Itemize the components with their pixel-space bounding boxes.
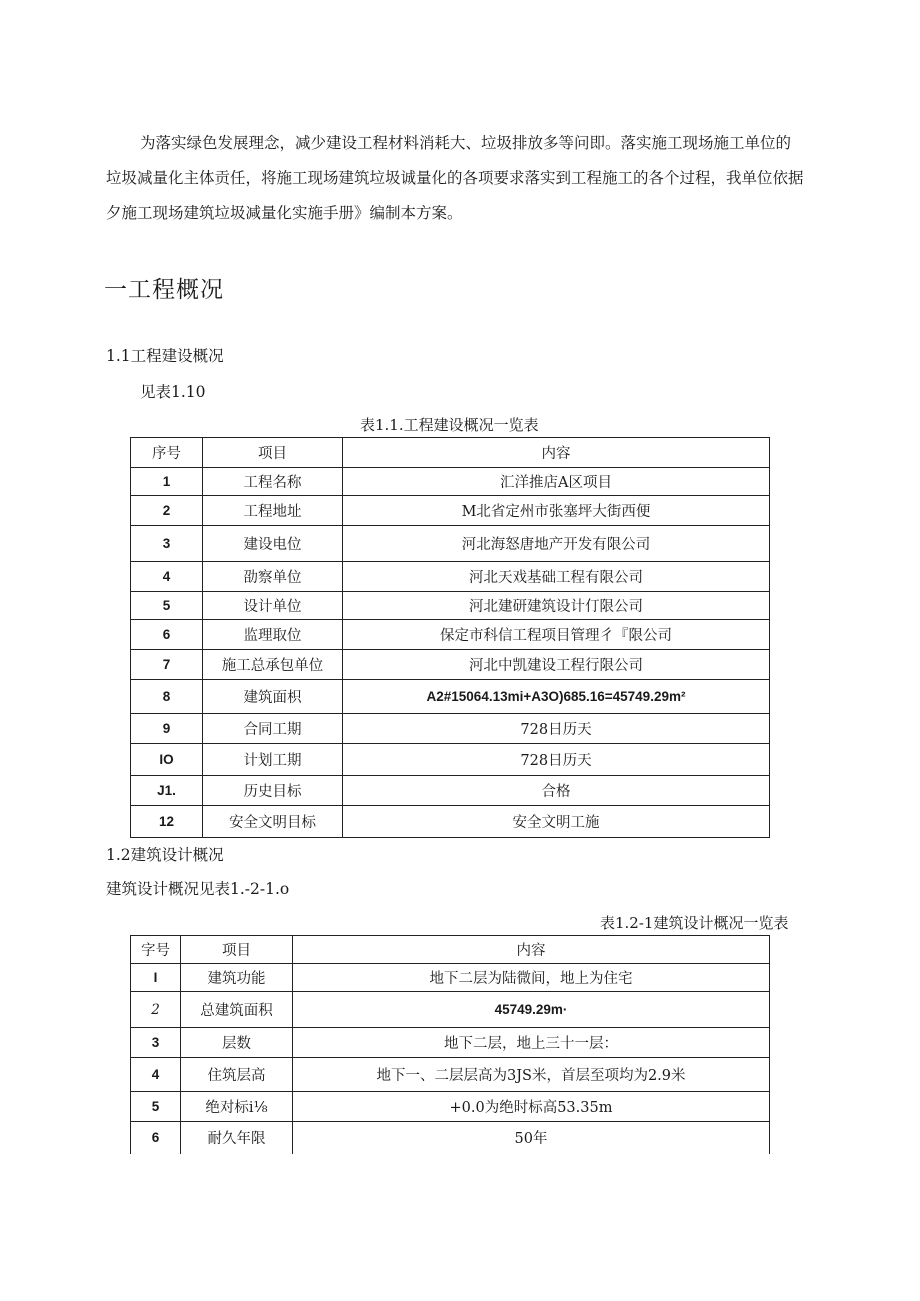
row-content: 地下二层为陆微间，地上为住宅 — [293, 964, 770, 992]
row-number: 3 — [131, 526, 203, 562]
header-cell: 项目 — [181, 936, 293, 964]
intro-paragraph — [106, 126, 804, 231]
row-number: 8 — [131, 680, 203, 714]
row-number: 3 — [131, 1028, 181, 1058]
table-row — [131, 562, 770, 592]
row-number: 6 — [131, 1122, 181, 1154]
intro-line-1: 为落实绿色发展理念，减少建设工程材料消耗大、垃圾排放多等问即。落实施工现场施工单位的 — [140, 134, 792, 152]
table-row — [131, 620, 770, 650]
table-row — [131, 744, 770, 776]
header-cell: 内容 — [293, 936, 770, 964]
table-ref-1-2: 建筑设计概况见表1.-2-1.o — [106, 880, 290, 898]
row-number: 4 — [131, 562, 203, 592]
row-content: 50年 — [293, 1122, 770, 1154]
row-content: 安全文明工施 — [343, 806, 770, 838]
row-content: 保定市科信工程项目管理彳『限公司 — [343, 620, 770, 650]
header-cell: 序号 — [131, 438, 203, 468]
row-item: 合同工期 — [203, 714, 343, 744]
row-content: 河北海怒唐地产开发有限公司 — [343, 526, 770, 562]
row-content: 地下一、二层层高为3JS米，首层至项均为2.9米 — [293, 1058, 770, 1092]
intro-line-3: 夕施工现场建筑垃圾减量化实施手册》编制本方案。 — [106, 204, 463, 222]
header-cell: 项目 — [203, 438, 343, 468]
row-item: 劭察单位 — [203, 562, 343, 592]
table2-caption: 表1.2-1建筑设计概况一览表 — [600, 914, 789, 932]
row-number: 2 — [131, 992, 181, 1028]
row-content: +0.0为绝时标高53.35m — [293, 1092, 770, 1122]
subsection-title-1-2: 1.2建筑设计概况 — [106, 846, 224, 864]
table-row — [131, 776, 770, 806]
row-item: 施工总承包单位 — [203, 650, 343, 680]
row-item: 计划工期 — [203, 744, 343, 776]
table-row — [131, 1058, 770, 1092]
row-number: 5 — [131, 592, 203, 620]
row-item: 建筑功能 — [181, 964, 293, 992]
row-item: 住筑层高 — [181, 1058, 293, 1092]
row-content: 地下二层，地上三十一层： — [293, 1028, 770, 1058]
row-content: 45749.29m· — [293, 992, 770, 1028]
row-content: 728日历天 — [343, 714, 770, 744]
row-item: 层数 — [181, 1028, 293, 1058]
table-row — [131, 964, 770, 992]
table-row — [131, 1028, 770, 1058]
table-header-row — [131, 936, 770, 964]
table-row — [131, 714, 770, 744]
row-content: A2#15064.13mi+A3O)685.16=45749.29m² — [343, 680, 770, 714]
row-content: 合格 — [343, 776, 770, 806]
table-row — [131, 468, 770, 496]
row-number: 1 — [131, 468, 203, 496]
table-row — [131, 496, 770, 526]
table-header-row — [131, 438, 770, 468]
table-row — [131, 592, 770, 620]
intro-line-2: 垃圾减量化主体贡任，将施工现场建筑垃圾诚量化的各项要求落实到工程施工的各个过程，我单位依据 — [106, 169, 804, 187]
table-ref-1-1: 见表1.10 — [140, 383, 206, 401]
table-row — [131, 992, 770, 1028]
row-item: 总建筑面积 — [181, 992, 293, 1028]
row-number: 4 — [131, 1058, 181, 1092]
row-number: 5 — [131, 1092, 181, 1122]
row-content: 河北天戏基础工程有限公司 — [343, 562, 770, 592]
row-item: 工程名称 — [203, 468, 343, 496]
row-number: 2 — [131, 496, 203, 526]
row-number: 9 — [131, 714, 203, 744]
row-content: 河北中凯建设工程行限公司 — [343, 650, 770, 680]
row-number: 6 — [131, 620, 203, 650]
table-row — [131, 680, 770, 714]
row-item: 建筑面枳 — [203, 680, 343, 714]
project-overview-table — [130, 437, 770, 838]
row-number: 7 — [131, 650, 203, 680]
row-content: 728日历天 — [343, 744, 770, 776]
table-row — [131, 806, 770, 838]
row-content: M北省定州市张塞坪大街西便 — [343, 496, 770, 526]
row-item: 建设电位 — [203, 526, 343, 562]
row-number: I — [131, 964, 181, 992]
header-cell: 内容 — [343, 438, 770, 468]
table1-caption: 表1.1.工程建设概况一览表 — [360, 416, 539, 434]
row-item: 设计单位 — [203, 592, 343, 620]
row-item: 安全文明目标 — [203, 806, 343, 838]
subsection-title-1-1: 1.1工程建设概况 — [106, 347, 224, 365]
section-title-overview: 一工程概况 — [104, 277, 224, 303]
row-item: 工程地址 — [203, 496, 343, 526]
row-item: 监理取位 — [203, 620, 343, 650]
row-item: 绝对标i⅛ — [181, 1092, 293, 1122]
row-item: 耐久年限 — [181, 1122, 293, 1154]
table-row — [131, 650, 770, 680]
header-cell: 字号 — [131, 936, 181, 964]
row-item: 历史目标 — [203, 776, 343, 806]
row-content: 河北建研建筑设计仃限公司 — [343, 592, 770, 620]
table-row — [131, 1092, 770, 1122]
row-content: 汇洋推店A区项目 — [343, 468, 770, 496]
building-design-table — [130, 935, 770, 1154]
table-row — [131, 1122, 770, 1154]
row-number: IO — [131, 744, 203, 776]
row-number: J1. — [131, 776, 203, 806]
row-number: 12 — [131, 806, 203, 838]
table-row — [131, 526, 770, 562]
